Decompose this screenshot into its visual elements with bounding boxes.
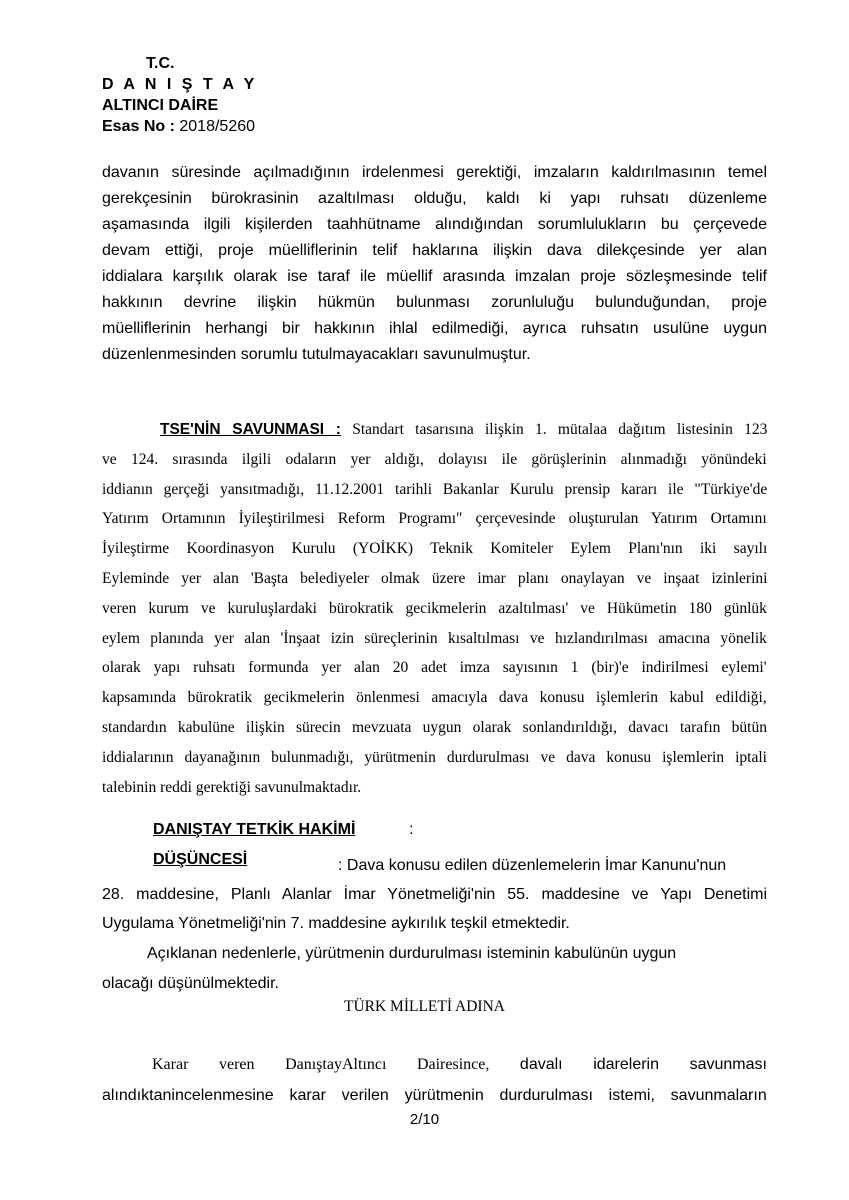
text-line: 28. maddesine, Planlı Alanlar İmar Yönetmeliği'nin 55. maddesine ve Yapı Denetimi bbox=[102, 886, 767, 903]
text-line: devam ettiği, proje müelliflerinin telif haklarına ilişkin dava dilekçesinde yer alan bbox=[102, 242, 767, 259]
text-line: İyileştirme Koordinasyon Kurulu (YOİKK) Teknik Komiteler Eylem Planı'nın iki sayılı bbox=[102, 540, 768, 558]
text-line: olarak yapı ruhsatı formunda yer alan 20 adet imza sayısının 1 (bir)'e indirilmesi eylemi' bbox=[102, 659, 767, 677]
word: veren bbox=[218, 1056, 255, 1073]
text-line: talebinin reddi gerektiği savunulmaktadır. bbox=[102, 778, 362, 796]
text-line: alındıktanincelenmesine karar verilen yürütmenin durdurulması istemi, savunmaların bbox=[102, 1087, 767, 1104]
text-line: Yatırım Ortamının İyileştirilmesi Reform Programı" çerçevesinde oluşturulan Yatırım Ortamını bbox=[102, 510, 767, 528]
header-tc: T.C. bbox=[146, 55, 175, 72]
decision-first-line bbox=[102, 1049, 767, 1080]
conclusion-paragraph bbox=[102, 939, 767, 999]
text-line: iddianın gerçeği yansıtmadığı, 11.12.2001 tarihli Bakanlar Kurulu prensip kararı ile "Türkiye'de bbox=[102, 480, 768, 498]
defense-paragraph bbox=[102, 160, 767, 368]
dusuncesi-heading: DÜŞÜNCESİ bbox=[153, 851, 248, 868]
word: davalı bbox=[519, 1056, 563, 1073]
text-line: düzenlenmesinden sorumlu tutulmayacakları savunulmuştur. bbox=[102, 346, 531, 363]
text-line: müelliflerinin herhangi bir hakkının ihlal edilmediği, ayrıca ruhsatın usulüne uygun bbox=[102, 320, 767, 337]
esas-label: Esas No : bbox=[102, 118, 175, 135]
text-line: veren kurum ve kuruluşlardaki bürokratik gecikmelerin azaltılması' ve Hükümetin 180 günlük bbox=[102, 599, 767, 617]
text-line: gerekçesinin bürokrasinin azaltılması olduğu, kaldı ki yapı ruhsatı düzenleme bbox=[102, 190, 767, 207]
text-line: aşamasında ilgili kişilerden taahhütname alındığından sorumlulukların bu çerçevede bbox=[102, 216, 767, 233]
text-line: ve 124. sırasında ilgili odaların yer aldığı, dolayısı ile görüşlerinin alınmadığı yönündeki bbox=[102, 450, 767, 468]
header-court: D A N I Ş T A Y bbox=[102, 76, 258, 93]
header-chamber: ALTINCI DAİRE bbox=[102, 97, 219, 114]
tse-defense-paragraph bbox=[102, 415, 767, 802]
word: savunması bbox=[689, 1056, 767, 1073]
text-line: kapsamında bürokratik gecikmelerin önlenmesi amacıyla dava konusu işlemlerin kabul edildiği, bbox=[102, 689, 767, 707]
text-line: Açıklanan nedenlerle, yürütmenin durdurulması isteminin kabulünün uygun bbox=[147, 945, 677, 962]
decision-paragraph bbox=[102, 1049, 767, 1111]
text-line: iddialara karşılık olarak ise taraf ile müellif arasında imzalan proje sözleşmesinde telif bbox=[102, 268, 767, 285]
tse-heading: TSE'NİN SAVUNMASI : bbox=[160, 421, 341, 438]
text-line: Eyleminde yer alan 'Başta belediyeler olmak üzere imar planı onaylayan ve inşaat izinlerini bbox=[102, 569, 768, 587]
text-line: Uygulama Yönetmeliği'nin 7. maddesine aykırılık teşkil etmektedir. bbox=[102, 915, 570, 932]
word: Karar bbox=[152, 1056, 189, 1073]
word: idarelerin bbox=[593, 1056, 659, 1073]
page-number: 2/10 bbox=[409, 1111, 440, 1128]
tse-first-line bbox=[102, 415, 767, 445]
tetkik-colon: : bbox=[409, 821, 414, 838]
tetkik-hakimi-heading: DANIŞTAY TETKİK HAKİMİ bbox=[153, 821, 356, 838]
text-line: hakkının devrine ilişkin hükmün bulunması zorunluluğu bulunduğundan, proje bbox=[102, 294, 767, 311]
turk-milleti-adina-heading: TÜRK MİLLETİ ADINA bbox=[343, 998, 505, 1015]
text-line: standardın kabulüne ilişkin sürecin mevzuata uygun olarak sonlandırıldığı, davacı tarafın bütün bbox=[102, 718, 767, 736]
esas-value: 2018/5260 bbox=[179, 118, 256, 135]
text-line: eylem planında yer alan 'İnşaat izin süreçlerinin kısaltılması ve hızlandırılması amacına yönelik bbox=[102, 629, 767, 647]
document-header bbox=[102, 53, 257, 137]
text-line: olacağı düşünülmektedir. bbox=[102, 975, 279, 992]
text-line: iddialarının dayanağının bulunmadığı, yürütmenin durdurulması ve dava konusu işlemlerin iptali bbox=[102, 748, 767, 766]
word: DanıştayAltıncı bbox=[285, 1056, 387, 1073]
header-esas bbox=[102, 116, 257, 137]
opinion-first-line: : Dava konusu edilen düzenlemelerin İmar Kanunu'nun bbox=[338, 857, 727, 874]
text-line: davanın süresinde açılmadığının irdelenmesi gerektiği, imzaların kaldırılmasının temel bbox=[102, 164, 767, 181]
tse-first-text: Standart tasarısına ilişkin 1. mütalaa dağıtım listesinin 123 bbox=[352, 421, 768, 438]
word: Dairesince, bbox=[416, 1056, 490, 1073]
